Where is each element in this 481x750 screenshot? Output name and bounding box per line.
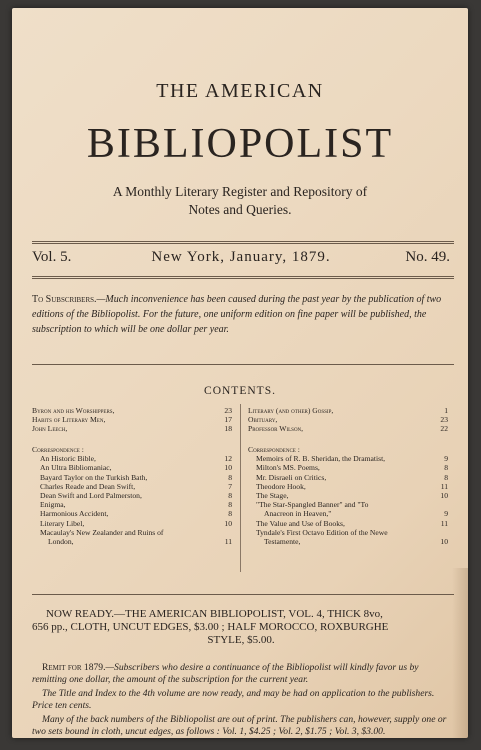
toc-entry [248,500,448,509]
remit-lead: Remit for 1879. [42,662,106,673]
toc-entry-title: Habits of Literary Men, [32,415,106,425]
toc-entry-title: Tyndale's First Octavo Edition of the Newe [256,527,388,537]
toc-entry-title: The Value and Use of Books, [256,518,345,528]
issue-number: No. 49. [405,249,450,265]
subtitle-line-2: Notes and Queries. [188,202,292,217]
toc-entry [32,537,232,546]
toc-entry [32,500,232,509]
toc-entry [248,528,448,537]
toc-entry [248,509,448,518]
subscriber-notice [32,292,450,337]
toc-entry-title: Professor Wilson, [248,424,304,434]
toc-entry [32,463,232,472]
toc-left-correspondence [32,445,232,546]
toc-entry [248,491,448,500]
title-the-american: THE AMERICAN [156,80,324,102]
toc-entry [248,424,448,433]
rule-now-ready [32,594,454,595]
toc-entry-page: 11 [224,537,232,547]
toc-entry [32,519,232,528]
now-ready-line-2: 656 pp., CLOTH, UNCUT EDGES, $3.00 ; HALF MOROCCO, ROXBURGHE [32,621,389,633]
toc-entry-title: John Leech, [32,424,68,434]
toc-entry-title: An Ultra Bibliomaniac, [40,463,112,473]
toc-entry [32,454,232,463]
toc-entry-title: Literary (and other) Gossip, [248,406,334,415]
toc-entry-title: "The Star-Spangled Banner" and "To [256,500,369,510]
issue-line [32,249,450,269]
title-bibliopolist: BIBLIOPOLIST [86,121,394,167]
toc-entry-page: 11 [440,518,448,528]
toc-entry-title: An Historic Bible, [40,454,96,464]
toc-entry-page: 12 [224,454,232,464]
toc-entry-page: 8 [228,509,232,519]
issue-date: New York, January, 1879. [151,249,331,265]
volume-label: Vol. 5. [32,249,72,265]
now-ready-line-1: NOW READY.—THE AMERICAN BIBLIOPOLIST, VOL. 4, THICK 8vo, [46,608,383,620]
toc-entry-page: 8 [228,491,232,501]
now-ready-announcement [32,608,450,647]
contents-heading: CONTENTS. [204,385,276,397]
toc-entry-page: 10 [440,537,448,547]
toc-entry [248,473,448,482]
toc-entry-page: 23 [440,415,448,425]
toc-entry-page: 10 [224,463,232,473]
toc-entry [248,406,448,415]
toc-entry-page: 8 [444,472,448,482]
toc-entry [248,519,448,528]
toc-entry-title: Anacreon in Heaven," [264,509,332,519]
toc-left-corr-heading: Correspondence : [32,445,84,454]
toc-right-correspondence [248,445,448,546]
toc-entry [32,473,232,482]
toc-entry-title: Literary Libel, [40,518,85,528]
now-ready-line-3: STYLE, $5.00. [207,634,275,646]
back-numbers-paragraph: Many of the back numbers of the Bibliopolist are out of print. The publishers can, however, supply one or two sets bound in cloth, uncut edges, as follows : Vol. 1, $4.25 ; Vol. 2, $1.75 ; Vol. 3, $3.00. [32,714,447,737]
remit-body: —Subscribers who desire a continuance of the Bibliopolist will kindly favor us by remitting one dollar, the amount of the subscription for the current year. [32,662,419,685]
toc-entry-page: 9 [444,454,448,464]
toc-entry [248,482,448,491]
toc-entry [32,482,232,491]
notice-lead: To Subscribers. [32,294,97,305]
toc-entry-title: Enigma, [40,500,66,510]
publisher-notes [32,662,450,740]
toc-right-top [248,406,448,434]
toc-entry-page: 23 [224,406,232,415]
toc-entry-title: Milton's MS. Poems, [256,463,320,473]
toc-entry-page: 9 [444,509,448,519]
toc-entry [248,537,448,546]
notice-body: —Much inconvenience has been caused during the past year by the publication of two editions of the Bibliopolist. For the future, one uniform edition on fine paper will be published, the subscription to which will be one dollar per year. [32,294,442,335]
toc-entry [248,454,448,463]
toc-entry-title: London, [48,537,74,547]
toc-entry [32,406,232,415]
toc-entry-title: The Stage, [256,491,289,501]
column-divider [240,404,241,572]
toc-entry-title: Theodore Hook, [256,481,306,491]
toc-entry [248,415,448,424]
toc-entry [248,463,448,472]
rule-bottom [32,276,454,279]
toc-entry-title: Byron and his Worshippers, [32,406,115,415]
rule-contents [32,364,454,365]
toc-entry-page: 8 [228,500,232,510]
rule-top [32,241,454,244]
toc-entry-title: Bayard Taylor on the Turkish Bath, [40,472,148,482]
remit-paragraph [32,662,450,686]
toc-entry [32,491,232,500]
index-paragraph: The Title and Index to the 4th volume are now ready, and may be had on application to the publishers. Price ten cents. [32,688,435,711]
toc-entry [32,509,232,518]
toc-entry-title: Charles Reade and Dean Swift, [40,481,136,491]
toc-entry-title: Memoirs of R. B. Sheridan, the Dramatist, [256,454,386,464]
toc-entry-page: 10 [224,518,232,528]
toc-left-top [32,406,232,434]
toc-entry-page: 8 [444,463,448,473]
toc-right-corr-heading: Correspondence : [248,445,300,454]
toc-entry-page: 22 [440,424,448,434]
toc-entry-title: Macaulay's New Zealander and Ruins of [40,527,164,537]
toc-entry-title: Dean Swift and Lord Palmerston, [40,491,142,501]
toc-entry-page: 11 [440,481,448,491]
toc-entry [32,415,232,424]
toc-entry-title: Mr. Disraeli on Critics, [256,472,327,482]
toc-entry [32,528,232,537]
toc-entry-page: 7 [228,481,232,491]
toc-entry-title: Testamente, [264,537,301,547]
toc-entry-page: 10 [440,491,448,501]
magazine-cover [12,8,468,738]
toc-entry-title: Harmonious Accident, [40,509,109,519]
toc-entry-page: 1 [444,406,448,415]
toc-entry [32,424,232,433]
toc-entry-page: 8 [228,472,232,482]
toc-entry-page: 17 [224,415,232,425]
toc-entry-page: 18 [224,424,232,434]
toc-entry-title: Obituary, [248,415,278,425]
subtitle-line-1: A Monthly Literary Register and Repository of [112,184,368,199]
